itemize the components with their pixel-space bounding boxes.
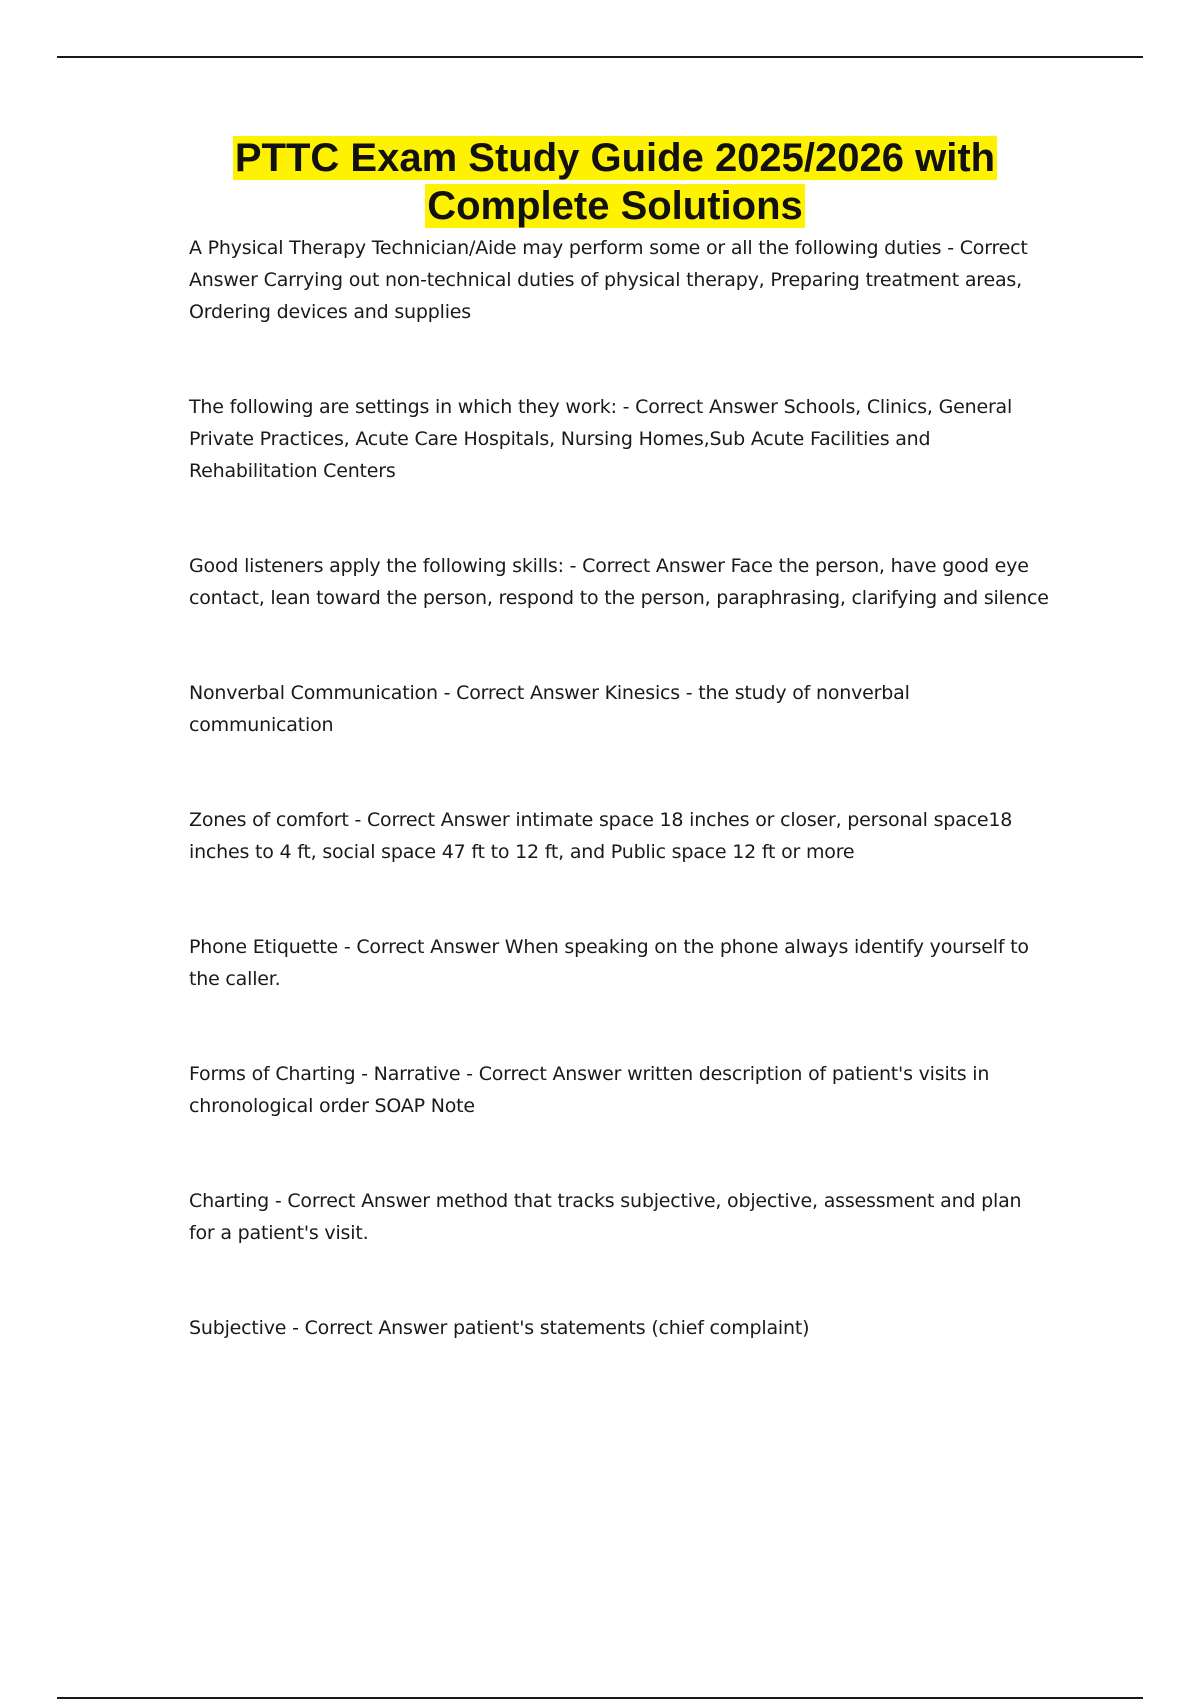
qa-item <box>189 931 1049 995</box>
answer-label: Correct Answer <box>356 936 499 958</box>
qa-item <box>189 391 1049 487</box>
answer-label: Correct Answer <box>304 1317 448 1339</box>
question-text: Phone Etiquette <box>189 936 339 958</box>
question-text: Forms of Charting - Narrative <box>189 1063 461 1085</box>
qa-item <box>189 1185 1049 1249</box>
separator: - <box>338 936 357 958</box>
qa-item <box>189 677 1049 741</box>
question-text: Nonverbal Communication <box>189 682 438 704</box>
qa-item <box>189 232 1049 328</box>
separator: - <box>460 1063 479 1085</box>
answer-text: Face the person, have good eye contact, lean toward the person, respond to the person, paraphrasing, clarifying and silence <box>189 555 1049 609</box>
answer-text: written description of patient's visits in chronological order SOAP Note <box>189 1063 990 1117</box>
question-text: Charting <box>189 1190 269 1212</box>
answer-label: Correct Answer <box>456 682 599 704</box>
qa-item <box>189 1312 1049 1344</box>
answer-text: Schools, Clinics, General Private Practices, Acute Care Hospitals, Nursing Homes,Sub Acute Facilities and Rehabilitation Centers <box>189 396 1013 482</box>
answer-label: Correct Answer <box>287 1190 430 1212</box>
question-text: Subjective <box>189 1317 287 1339</box>
answer-text: Kinesics - the study of nonverbal communication <box>189 682 910 736</box>
separator: - <box>563 555 583 577</box>
separator: - <box>348 809 367 831</box>
bottom-rule <box>57 1697 1143 1699</box>
answer-text: patient's statements (chief complaint) <box>453 1317 810 1339</box>
separator: - <box>286 1317 305 1339</box>
separator: - <box>437 682 457 704</box>
answer-label: Correct Answer <box>635 396 778 418</box>
question-text: A Physical Therapy Technician/Aide may perform some or all the following duties <box>189 237 942 259</box>
qa-item <box>189 550 1049 614</box>
top-rule <box>57 56 1143 58</box>
answer-label: Correct Answer <box>189 237 1028 291</box>
answer-text: method that tracks subjective, objective, assessment and plan for a patient's visit. <box>189 1190 1022 1244</box>
title-block <box>150 134 1080 230</box>
question-text: The following are settings in which they work: <box>189 396 617 418</box>
separator: - <box>941 237 960 259</box>
qa-list <box>189 232 1049 1407</box>
qa-item <box>189 1058 1049 1122</box>
qa-item <box>189 804 1049 868</box>
answer-text: Carrying out non-technical duties of physical therapy, Preparing treatment areas, Ordering devices and supplies <box>189 269 1022 323</box>
separator: - <box>616 396 636 418</box>
question-text: Good listeners apply the following skills: <box>189 555 564 577</box>
page-title: PTTC Exam Study Guide 2025/2026 with Complete Solutions <box>234 136 996 228</box>
separator: - <box>269 1190 288 1212</box>
question-text: Zones of comfort <box>189 809 349 831</box>
answer-label: Correct Answer <box>582 555 725 577</box>
answer-label: Correct Answer <box>478 1063 622 1085</box>
answer-text: When speaking on the phone always identify yourself to the caller. <box>189 936 1029 990</box>
answer-text: intimate space 18 inches or closer, personal space18 inches to 4 ft, social space 47 ft to 12 ft, and Public space 12 ft or more <box>189 809 1013 863</box>
answer-label: Correct Answer <box>366 809 510 831</box>
